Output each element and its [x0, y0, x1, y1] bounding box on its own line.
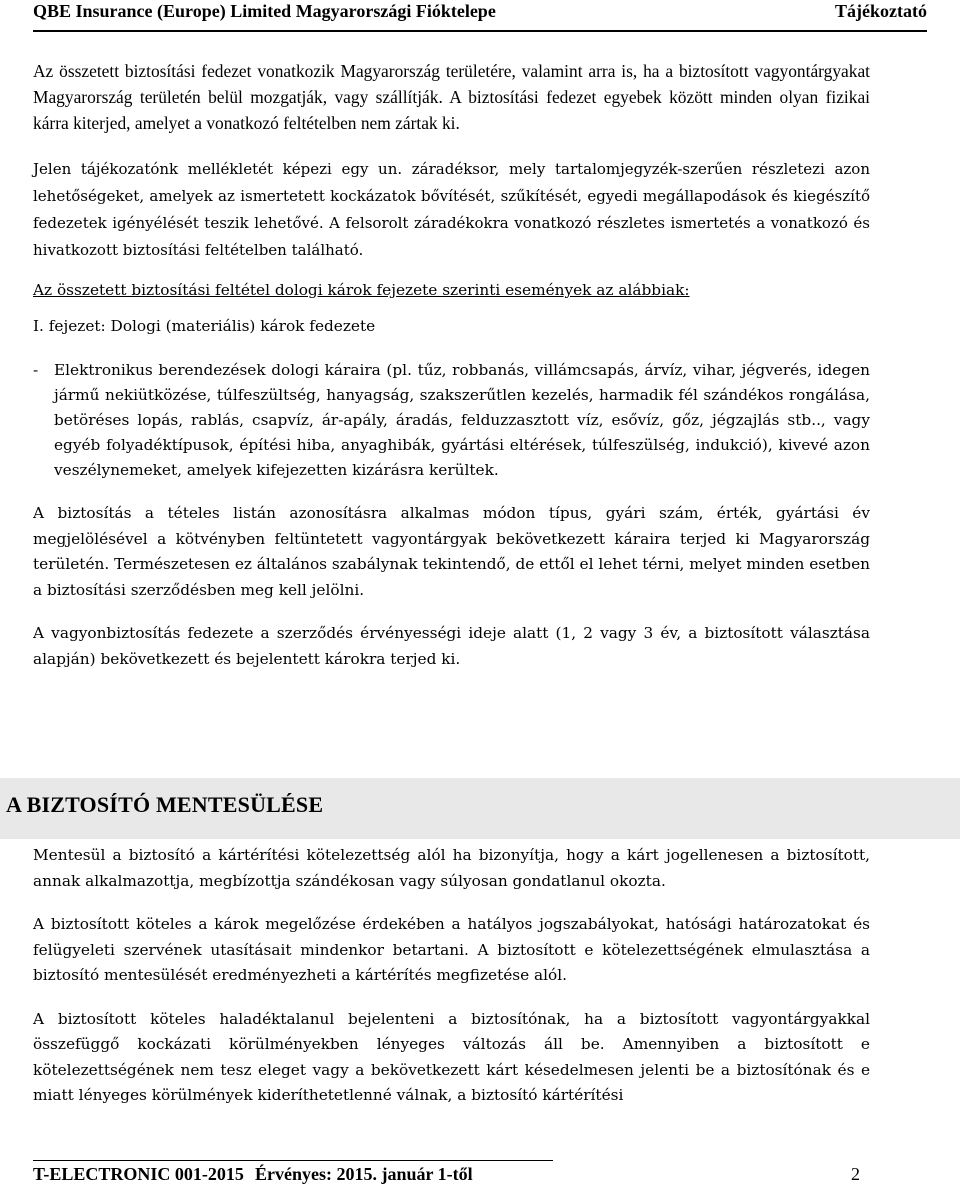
validity-paragraph: A vagyonbiztosítás fedezete a szerződés érvényességi ideje alatt (1, 2 vagy 3 év, a biztosított választása alapján) bekövetkezett és bejelentett károkra terjed ki.: [33, 624, 870, 668]
footer-divider: [33, 1160, 553, 1161]
section-content: [33, 843, 870, 1109]
itemized-list-paragraph: A biztosítás a tételes listán azonosításra alkalmas módon típus, gyári szám, érték, gyártási év megjelölésével a kötvényben feltüntetett vagyontárgyak bekövetkezett káraira terjed ki Magyarország területén. Természetesen ez általános szabálynak tekintendő, de ettől el lehet térni, melyet minden esetben a biztosítási szerződésben meg kell jelölni.: [33, 504, 870, 599]
header-doc-type: Tájékoztató: [835, 1, 927, 21]
exemption-paragraph-3: A biztosított köteles haladéktalanul bejelenteni a biztosítónak, ha a biztosított vagyontárgyakkal összefüggő kockázati körülményekben lényeges változás áll be. Amennyiben a biztosított e kötelezettségének nem tesz eleget vagy a bekövetkezett kárt késedelmesen jelenti be a biztosítónak és e miatt lényeges körülmények kideríthetetlenné válnak, a biztosító kártérítési: [33, 1009, 870, 1104]
section-title: A BIZTOSÍTÓ MENTESÜLÉSE: [6, 792, 324, 817]
chapter-heading: I. fejezet: Dologi (materiális) károk fedezete: [33, 317, 376, 335]
exemption-paragraph-1: Mentesül a biztosító a kártérítési kötelezettség alól ha bizonyítja, hogy a kárt jogellenesen a biztosított, annak alkalmazottja, megbízottja szándékosan vagy súlyosan gondatlanul okozta.: [33, 846, 870, 890]
page-number: 2: [851, 1164, 860, 1184]
coverage-paragraph: Az összetett biztosítási fedezet vonatkozik Magyarország területére, valamint arra is, ha a biztosított vagyontárgyakat Magyarország területén belül mozgatják, vagy szállítják. A biztosítási fedezet egyebek között minden olyan fizikai kárra kiterjed, amelyet a vonatkozó feltételben nem zártak ki.: [33, 61, 870, 133]
header-company: QBE Insurance (Europe) Limited Magyarországi Fióktelepe: [33, 1, 496, 21]
list-dash: -: [33, 361, 39, 379]
list-item: [33, 358, 870, 483]
footer-validity: Érvényes: 2015. január 1-től: [255, 1164, 473, 1184]
exemption-paragraph-2: A biztosított köteles a károk megelőzése érdekében a hatályos jogszabályokat, hatósági határozatokat és felügyeleti szervének utasításait mindenkor betartani. A biztosított e kötelezettségének elmulasztása a biztosító mentesülését eredményezheti a kártérítés megfizetése alól.: [33, 915, 870, 984]
list-item-text: Elektronikus berendezések dologi káraira (pl. tűz, robbanás, villámcsapás, árvíz, vihar, jégverés, idegen jármű nekiütközése, túlfeszültség, hanyagság, szakszerűtlen kezelés, harmadik fél szándékos rongálása, betöréses lopás, rablás, csapvíz, ár-apály, áradás, felduzzasztott víz, esővíz, gőz, jégzajlás stb.., vagy egyéb folyadéktípusok, építési hiba, anyaghibák, gyártási eltérések, túlfeszülség, indukció), kivevé azon veszélynemeket, amelyek kifejezetten kizárásra kerültek.: [54, 361, 870, 479]
footer-doc-code: T-ELECTRONIC 001-2015: [33, 1164, 244, 1184]
section-banner: [0, 778, 960, 839]
clause-paragraph: Jelen tájékozatónk mellékletét képezi egy un. záradéksor, mely tartalomjegyzék-szerűen részletezi azon lehetőségeket, amelyek az ismertetett kockázatok bővítését, szűkítését, egyedi megállapodások és kiegészítő fedezetek igényélését teszik lehetővé. A felsorolt záradékokra vonatkozó részletes ismertetés a vonatkozó és hivatkozott biztosítási feltételben található.: [33, 160, 870, 259]
page-footer: [33, 1164, 856, 1185]
page-header: [33, 0, 927, 32]
events-heading: Az összetett biztosítási feltétel dologi károk fejezete szerinti események az alábbiak:: [33, 281, 690, 299]
main-content: [33, 58, 870, 672]
